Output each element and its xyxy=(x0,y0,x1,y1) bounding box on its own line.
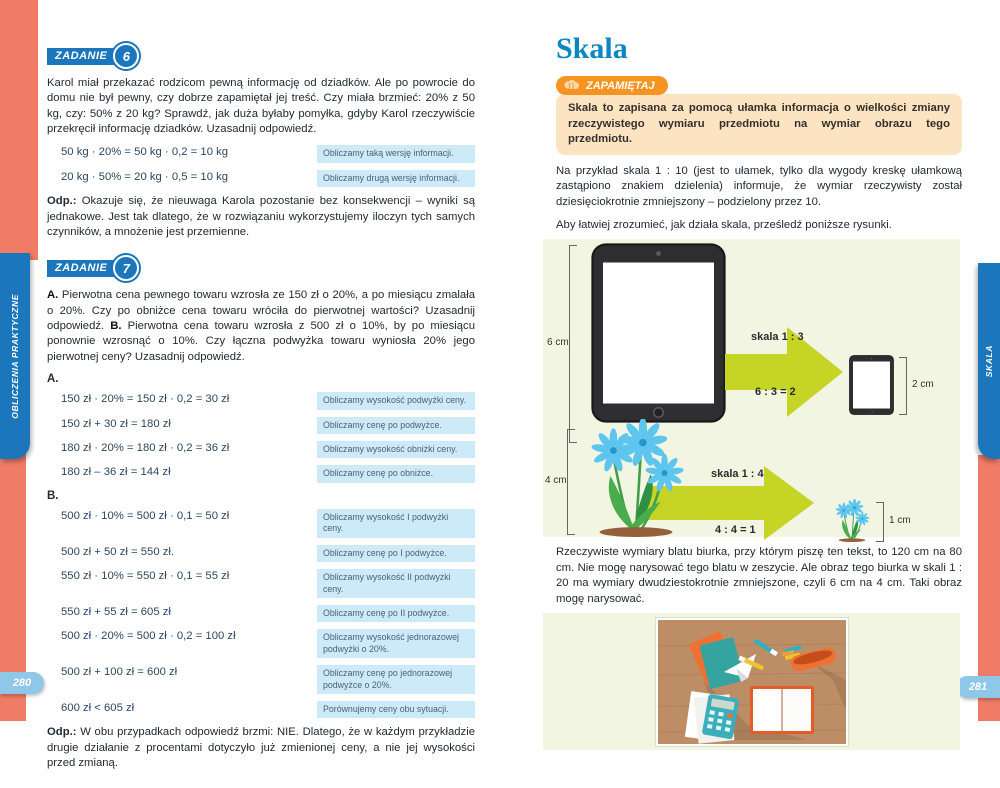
equation: 500 zł + 50 zł = 550 zł. xyxy=(61,545,175,558)
task-7-answer xyxy=(47,725,475,771)
chapter-tab-left xyxy=(0,253,30,459)
note-box: Obliczamy cenę po II podwyżce. xyxy=(317,605,475,622)
answer-label: Odp.: xyxy=(47,195,77,208)
paragraph-example: Na przykład skala 1 : 10 (jest to ułamek, tylko dla wygody kreskę ułamkową zastąpiono znakiem dzielenia) informuje, że wymiar rzeczywisty został dziesięciokrotnie zmniejszony – podzielony przez 10. xyxy=(556,164,962,208)
equation: 180 zł · 20% = 180 zł · 0,2 = 36 zł xyxy=(61,442,230,454)
note-box: Obliczamy wysokość podwyżki ceny. xyxy=(317,392,475,409)
task-6-answer xyxy=(47,194,475,240)
calc-row xyxy=(47,441,475,458)
tablet-height-label: 6 cm xyxy=(547,337,569,349)
remember-badge xyxy=(556,76,668,95)
calc-row xyxy=(47,629,475,658)
note-box: Obliczamy wysokość obniżki ceny. xyxy=(317,441,475,458)
task-badge-number: 7 xyxy=(113,255,139,281)
left-edge-strip-top xyxy=(0,0,38,260)
flower-scale-label: skala 1 : 4 xyxy=(711,468,764,481)
equation: 600 zł < 605 zł xyxy=(61,702,135,715)
task-6-badge xyxy=(47,44,475,68)
note-box: Obliczamy cenę po obniżce. xyxy=(317,465,475,482)
answer-text: Okazuje się, że nieuwaga Karola pozostanie bez konsekwencji – wyniki są jednakowe. Jest tak dlatego, że w rozwiązaniu wykorzystujemy iloczyn tych samych czynników, a mnożenie jest przemienne. xyxy=(47,195,475,238)
height-bracket-flower xyxy=(567,429,575,535)
calc-row xyxy=(47,701,475,718)
height-bracket-flower-small xyxy=(876,502,884,542)
note-box: Obliczamy cenę po I podwyżce. xyxy=(317,545,475,562)
brain-icon xyxy=(563,79,580,92)
task-badge-number: 6 xyxy=(113,43,139,69)
note-box: Obliczamy wysokość II podwyżki ceny. xyxy=(317,569,475,598)
note-box: Obliczamy cenę po jednorazowej podwyżce o 20%. xyxy=(317,665,475,694)
tablet-calc-label: 6 : 3 = 2 xyxy=(755,386,796,399)
left-page xyxy=(47,44,475,788)
calc-row xyxy=(47,665,475,694)
flower-large-illustration xyxy=(581,419,691,537)
equation: 150 zł · 20% = 150 zł · 0,2 = 30 zł xyxy=(61,393,230,406)
intro-b-label: B. xyxy=(110,320,122,333)
task-badge-label: ZADANIE xyxy=(47,48,119,65)
remember-box xyxy=(556,76,962,155)
page-title: Skala xyxy=(556,32,628,65)
remember-badge-label: ZAPAMIĘTAJ xyxy=(586,79,655,92)
task-7-badge xyxy=(47,256,475,280)
flower-height-label: 4 cm xyxy=(545,475,567,487)
answer-text: W obu przypadkach odpowiedź brzmi: NIE. Dlatego, że w każdym przykładzie drugie działanie z procentami dotyczyło już zmienionej ceny, a nie jej wysokości przed zmianą. xyxy=(47,726,475,770)
tablet-scale-label: skala 1 : 3 xyxy=(751,331,804,344)
calc-row xyxy=(47,465,475,482)
flower-small-illustration xyxy=(832,499,872,542)
equation: 50 kg · 20% = 50 kg · 0,2 = 10 kg xyxy=(61,146,229,159)
calc-row xyxy=(47,392,475,409)
desk-illustration xyxy=(658,620,846,744)
desk-top-view xyxy=(658,620,846,744)
calc-row xyxy=(47,569,475,598)
desk-image-block xyxy=(543,613,960,750)
calc-row xyxy=(47,509,475,538)
note-box: Porównujemy ceny obu sytuacji. xyxy=(317,701,475,718)
note-box: Obliczamy cenę po podwyżce. xyxy=(317,417,475,434)
page-number-left: 280 xyxy=(0,672,44,694)
calc-row xyxy=(47,545,475,562)
answer-label: Odp.: xyxy=(47,726,77,739)
tablet-small-illustration xyxy=(849,355,894,415)
right-page xyxy=(543,34,962,750)
flower-calc-label: 4 : 4 = 1 xyxy=(715,524,756,537)
calc-row xyxy=(47,170,475,187)
task-7-intro xyxy=(47,288,475,365)
equation: 180 zł – 36 zł = 144 zł xyxy=(61,466,171,479)
calc-row xyxy=(47,145,475,162)
intro-b-text: Pierwotna cena towaru wzrosła z 500 zł o 10%, by po miesiącu ponownie wzrosnąć o 10%. Czy łączna podwyżka towaru wyniosła 20% jego pierwotnej ceny? Uzasadnij odpowiedź. xyxy=(47,320,475,363)
equation: 150 zł + 30 zł = 180 zł xyxy=(61,417,171,430)
height-bracket-tablet xyxy=(569,245,577,443)
note-box: Obliczamy wysokość jednorazowej podwyżki o 20%. xyxy=(317,629,475,658)
equation: 500 zł + 100 zł = 600 zł xyxy=(61,666,178,679)
calc-row xyxy=(47,417,475,434)
equation: 550 zł · 10% = 550 zł · 0,1 = 55 zł xyxy=(61,570,230,583)
section-a-label: A. xyxy=(47,373,59,386)
intro-a-label: A. xyxy=(47,289,59,302)
task-badge-label: ZADANIE xyxy=(47,260,119,277)
tablet-large-illustration xyxy=(591,243,726,423)
height-bracket-tablet-small xyxy=(899,357,907,415)
tablet-small-height-label: 2 cm xyxy=(912,379,934,391)
calc-row xyxy=(47,605,475,622)
intro-a-text: Pierwotna cena pewnego towaru wzrosła ze 150 zł o 20%, a po miesiącu zmalała o 20%. Czy po obniżce cena towaru wróciła do pierwotnej wartości? Uzasadnij odpowiedź. xyxy=(47,289,475,333)
equation: 500 zł · 20% = 500 zł · 0,2 = 100 zł xyxy=(61,630,236,643)
chapter-tab-right xyxy=(978,263,1000,459)
note-box: Obliczamy drugą wersję informacji. xyxy=(317,170,475,187)
flower-small-height-label: 1 cm xyxy=(889,515,911,527)
note-box: Obliczamy taką wersję informacji. xyxy=(317,145,475,162)
section-b-label: B. xyxy=(47,489,59,502)
chapter-tab-right-label: SKALA xyxy=(984,344,994,378)
equation: 500 zł · 10% = 500 zł · 0,1 = 50 zł xyxy=(61,509,230,522)
paragraph-desk: Rzeczywiste wymiary blatu biurka, przy którym piszę ten tekst, to 120 cm na 80 cm. Nie mogę narysować tego blatu w zeszycie. Ale obraz tego biurka w skali 1 : 20 ma wymiary dwudziestokrotnie zmniejszone, czyli 6 cm na 4 cm. Taki obraz mogę narysować. xyxy=(556,546,962,605)
remember-text: Skala to zapisana za pomocą ułamka informacja o wielkości zmiany rzeczywistego wymiaru przedmiotu na wymiar obrazu tego przedmiotu. xyxy=(556,94,962,155)
chapter-tab-left-label: OBLICZENIA PRAKTYCZNE xyxy=(10,293,20,419)
scale-figure xyxy=(543,239,960,537)
paragraph-figure-intro: Aby łatwiej zrozumieć, jak działa skala, prześledź poniższe rysunki. xyxy=(556,219,892,232)
page-number-right: 281 xyxy=(956,676,1000,698)
task-6-intro: Karol miał przekazać rodzicom pewną informację od dziadków. Ale po powrocie do domu nie był pewny, czy dobrze zapamiętał jej treść. Czy miała brzmieć: 20% z 50 kg, czy: 50% z 20 kg? Sprawdź, jak duża byłaby pomyłka, gdyby Karol rzeczywiście przekręcił informację dziadków. Uzasadnij odpowiedź. xyxy=(47,77,475,136)
equation: 20 kg · 50% = 20 kg · 0,5 = 10 kg xyxy=(61,170,229,183)
equation: 550 zł + 55 zł = 605 zł xyxy=(61,605,171,618)
note-box: Obliczamy wysokość I podwyżki ceny. xyxy=(317,509,475,538)
